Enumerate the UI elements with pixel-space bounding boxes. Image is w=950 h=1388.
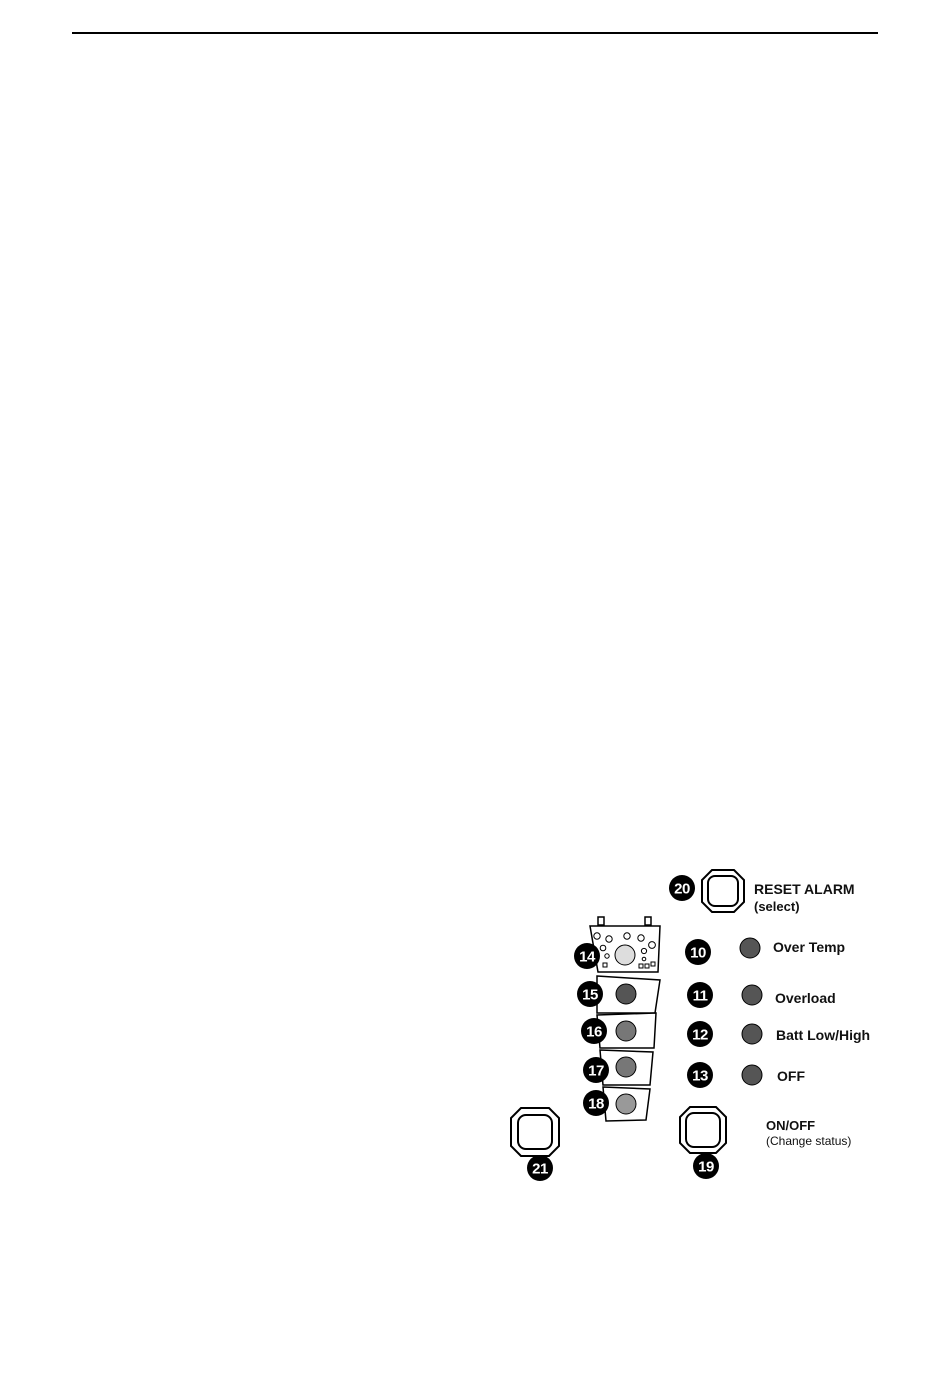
left-button[interactable] bbox=[511, 1108, 559, 1156]
batt-low-high-label: Batt Low/High bbox=[776, 1027, 871, 1043]
overload-led bbox=[742, 985, 762, 1005]
svg-text:20: 20 bbox=[674, 880, 690, 898]
svg-text:21: 21 bbox=[532, 1160, 548, 1178]
status-led-badge bbox=[687, 1062, 713, 1088]
left-button-badge bbox=[527, 1155, 553, 1181]
reset-alarm-label: RESET ALARM bbox=[754, 881, 855, 897]
reset-alarm-sublabel: (select) bbox=[754, 899, 800, 914]
battery-led bbox=[615, 945, 635, 965]
bar-led-badge bbox=[581, 1018, 607, 1044]
on-off-label: ON/OFF bbox=[766, 1118, 816, 1133]
bar-led-badge bbox=[583, 1090, 609, 1116]
batt-low-high-led bbox=[742, 1024, 762, 1044]
svg-text:14: 14 bbox=[579, 948, 595, 966]
on-off-button[interactable] bbox=[680, 1107, 726, 1153]
off-label: OFF bbox=[777, 1068, 805, 1084]
svg-text:12: 12 bbox=[692, 1026, 708, 1044]
status-led-badge bbox=[687, 1021, 713, 1047]
overload-label: Overload bbox=[775, 990, 836, 1006]
svg-text:13: 13 bbox=[692, 1067, 708, 1085]
status-led-badge bbox=[687, 982, 713, 1008]
svg-text:10: 10 bbox=[690, 944, 706, 962]
on-off-badge bbox=[693, 1153, 719, 1179]
svg-text:16: 16 bbox=[586, 1023, 602, 1041]
svg-text:19: 19 bbox=[698, 1158, 714, 1176]
svg-text:15: 15 bbox=[582, 986, 598, 1004]
on-off-sublabel: (Change status) bbox=[766, 1134, 852, 1148]
status-led-badge bbox=[685, 939, 711, 965]
reset-alarm-badge bbox=[669, 875, 695, 901]
svg-text:11: 11 bbox=[692, 987, 708, 1005]
bar-led-segment bbox=[597, 976, 660, 1013]
battery-indicator-badge bbox=[574, 943, 600, 969]
bar-led-badge bbox=[583, 1057, 609, 1083]
reset-alarm-button[interactable] bbox=[702, 870, 744, 912]
svg-text:18: 18 bbox=[588, 1095, 604, 1113]
over-temp-led bbox=[740, 938, 760, 958]
svg-text:17: 17 bbox=[588, 1062, 604, 1080]
off-led bbox=[742, 1065, 762, 1085]
bar-led-badge bbox=[577, 981, 603, 1007]
bar-led-segment bbox=[603, 1087, 650, 1121]
over-temp-label: Over Temp bbox=[773, 939, 846, 955]
